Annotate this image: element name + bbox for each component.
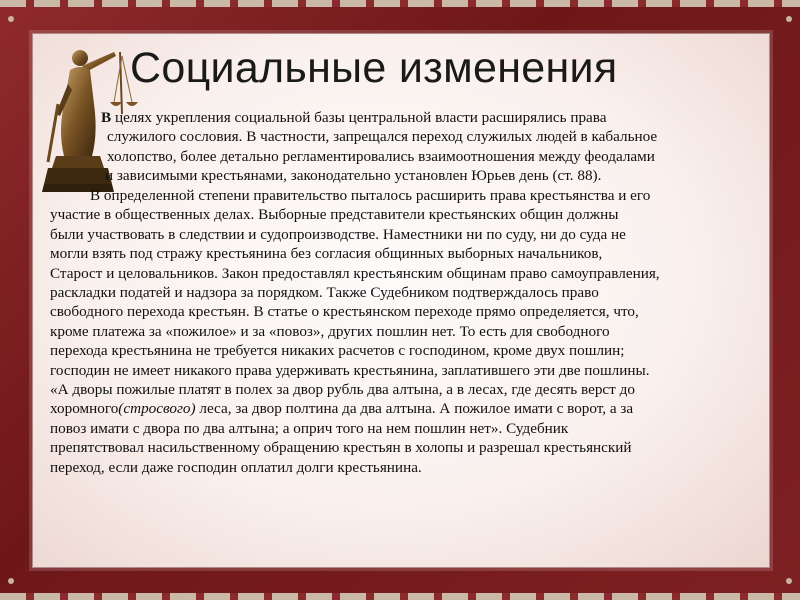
paragraph-line: препятствовал насильственному обращению крестьян в холопы и разрешал крестьянский	[50, 439, 632, 457]
paragraph-line: холопство, более детально регламентировались взаимоотношения между феодалами	[107, 147, 655, 165]
paragraph-line: служилого сословия. В частности, запрещался переход служилых людей в кабальное	[107, 128, 658, 146]
paragraph-line: В определенной степени правительство пыталось расширить права крестьянства и его	[90, 187, 651, 204]
initial-letter: В	[101, 109, 112, 126]
border-stud	[8, 16, 14, 22]
paragraph-line: кроме платежа за «пожилое» и за «повоз», других пошлин нет. То есть для свободного	[50, 322, 610, 340]
paragraph-line: переход, если даже господин оплатил долги крестьянина.	[50, 458, 422, 476]
italic-note: (стросвого)	[118, 400, 196, 418]
paragraph-line	[101, 108, 751, 127]
bottom-border-stripe	[0, 593, 800, 600]
paragraph-line: господин не имеет никакого права удерживать крестьянина, заплатившего эти две пошлины.	[50, 361, 650, 379]
paragraph-line: были участвовать в следствии и судопроизводстве. Наместники ни по суду, ни до суда не	[50, 225, 626, 243]
paragraph-2	[50, 186, 768, 477]
paragraph-line: свободного перехода крестьян. В статье о крестьянском переходе прямо определяется, что,	[50, 303, 639, 321]
border-stud	[786, 16, 792, 22]
slide-title: Социальные изменения	[130, 44, 618, 92]
paragraph-line: Старост и целовальников. Закон предоставлял крестьянским общинам право самоуправления,	[50, 264, 660, 282]
paragraph-line: повоз имати с двора по два алтына; а оприч того на нем пошлин нет». Судебник	[50, 419, 569, 437]
border-stud	[786, 578, 792, 584]
paragraph-1	[101, 108, 751, 186]
paragraph-line: могли взять под стражу крестьянина без согласия общинных выборных начальников,	[50, 245, 603, 263]
paragraph-line: и зависимыми крестьянами, законодательно установлен Юрьев день (ст. 88).	[105, 167, 602, 185]
border-stud	[8, 578, 14, 584]
line-text: хоромного	[50, 400, 119, 418]
paragraph-line: «А дворы пожилые платят в полех за двор рубль два алтына, а в лесах, где десять верст до	[50, 381, 635, 399]
paragraph-line	[50, 399, 768, 418]
paragraph-line: перехода крестьянина не требуется никаких расчетов с господином, кроме двух пошлин;	[50, 342, 625, 360]
paragraph-line-text: целях укрепления социальной базы центральной власти расширялись права	[111, 109, 607, 126]
top-border-stripe	[0, 0, 800, 7]
paragraph-line: участие в общественных делах. Выборные представители крестьянских общин должны	[50, 206, 619, 224]
line-text: леса, за двор полтина да два алтына. А пожилое имати с ворот, а за	[195, 400, 634, 418]
paragraph-line: раскладки податей и надзора за порядком. Также Судебником подтверждалось право	[50, 284, 599, 302]
